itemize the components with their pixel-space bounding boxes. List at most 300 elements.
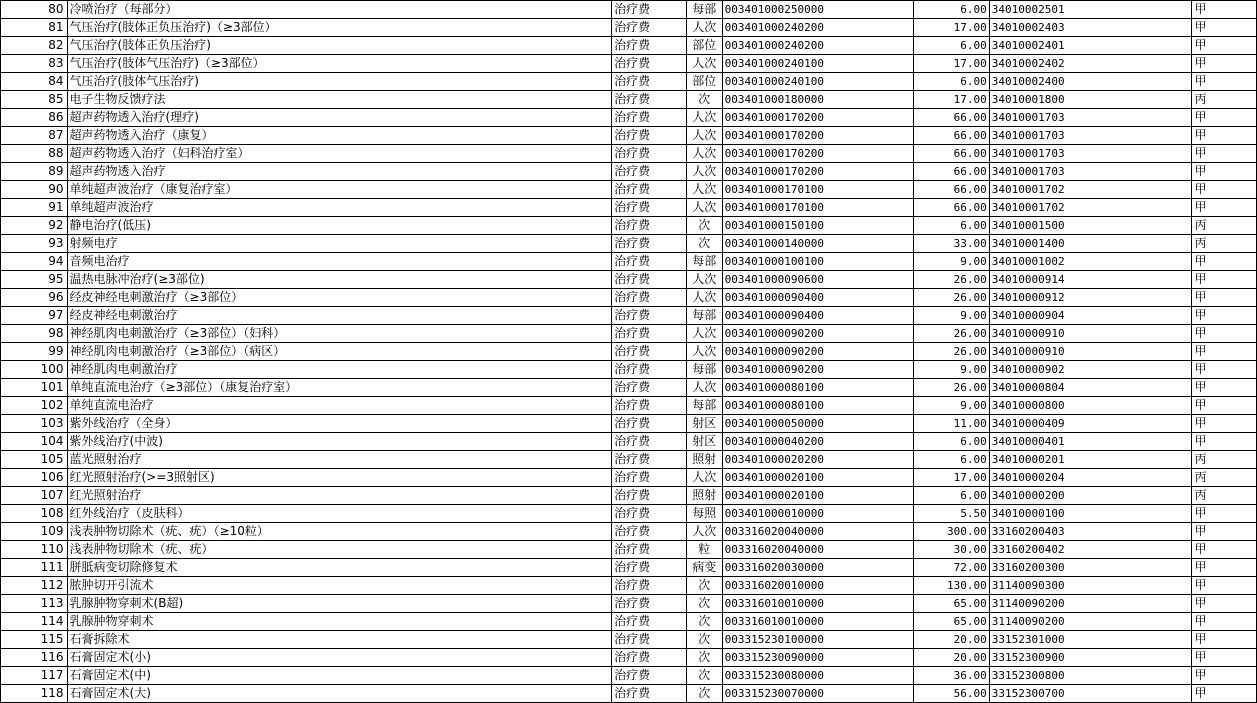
fee-category-cell[interactable]: 治疗费 [612,379,687,397]
national-code-cell[interactable]: 31140090200 [989,595,1192,613]
fee-category-cell[interactable]: 治疗费 [612,73,687,91]
item-name-cell[interactable]: 胼胝病变切除修复术 [67,559,612,577]
unit-cell[interactable]: 人次 [686,19,722,37]
item-name-cell[interactable]: 单纯直流电治疗（≥3部位）（康复治疗室） [67,379,612,397]
fee-category-cell[interactable]: 治疗费 [612,271,687,289]
row-number-cell[interactable]: 97 [1,307,68,325]
national-code-cell[interactable]: 31140090200 [989,613,1192,631]
item-name-cell[interactable]: 单纯直流电治疗 [67,397,612,415]
item-name-cell[interactable]: 神经肌肉电刺激治疗（≥3部位）（病区） [67,343,612,361]
item-name-cell[interactable]: 气压治疗(肢体正负压治疗)（≥3部位） [67,19,612,37]
insurance-class-cell[interactable]: 甲 [1192,631,1257,649]
national-code-cell[interactable]: 34010000200 [989,487,1192,505]
insurance-class-cell[interactable]: 甲 [1192,577,1257,595]
insurance-class-cell[interactable]: 甲 [1192,541,1257,559]
row-number-cell[interactable]: 86 [1,109,68,127]
unit-cell[interactable]: 次 [686,577,722,595]
item-code-cell[interactable]: 003401000170200 [722,127,913,145]
unit-cell[interactable]: 人次 [686,523,722,541]
national-code-cell[interactable]: 31140090300 [989,577,1192,595]
insurance-class-cell[interactable]: 甲 [1192,595,1257,613]
item-code-cell[interactable]: 003401000170200 [722,109,913,127]
price-cell[interactable]: 9.00 [914,361,990,379]
fee-category-cell[interactable]: 治疗费 [612,469,687,487]
price-cell[interactable]: 56.00 [914,685,990,703]
price-cell[interactable]: 20.00 [914,649,990,667]
row-number-cell[interactable]: 113 [1,595,68,613]
unit-cell[interactable]: 每部 [686,253,722,271]
insurance-class-cell[interactable]: 甲 [1192,109,1257,127]
item-code-cell[interactable]: 003401000170200 [722,163,913,181]
item-name-cell[interactable]: 超声药物透入治疗 [67,163,612,181]
price-cell[interactable]: 33.00 [914,235,990,253]
insurance-class-cell[interactable]: 丙 [1192,469,1257,487]
unit-cell[interactable]: 人次 [686,181,722,199]
fee-category-cell[interactable]: 治疗费 [612,361,687,379]
unit-cell[interactable]: 人次 [686,145,722,163]
insurance-class-cell[interactable]: 甲 [1192,505,1257,523]
unit-cell[interactable]: 次 [686,217,722,235]
row-number-cell[interactable]: 114 [1,613,68,631]
insurance-class-cell[interactable]: 甲 [1192,343,1257,361]
price-cell[interactable]: 300.00 [914,523,990,541]
row-number-cell[interactable]: 83 [1,55,68,73]
item-code-cell[interactable]: 003315230070000 [722,685,913,703]
item-name-cell[interactable]: 气压治疗(肢体气压治疗)（≥3部位） [67,55,612,73]
item-code-cell[interactable]: 003401000090400 [722,289,913,307]
national-code-cell[interactable]: 34010000912 [989,289,1192,307]
price-cell[interactable]: 9.00 [914,397,990,415]
fee-category-cell[interactable]: 治疗费 [612,523,687,541]
fee-category-cell[interactable]: 治疗费 [612,217,687,235]
insurance-class-cell[interactable]: 甲 [1192,55,1257,73]
row-number-cell[interactable]: 95 [1,271,68,289]
price-cell[interactable]: 9.00 [914,307,990,325]
item-name-cell[interactable]: 静电治疗(低压) [67,217,612,235]
fee-category-cell[interactable]: 治疗费 [612,325,687,343]
national-code-cell[interactable]: 34010001400 [989,235,1192,253]
row-number-cell[interactable]: 81 [1,19,68,37]
fee-category-cell[interactable]: 治疗费 [612,19,687,37]
national-code-cell[interactable]: 34010000201 [989,451,1192,469]
item-code-cell[interactable]: 003401000240100 [722,73,913,91]
national-code-cell[interactable]: 34010001703 [989,109,1192,127]
item-code-cell[interactable]: 003316010010000 [722,595,913,613]
item-name-cell[interactable]: 石膏拆除术 [67,631,612,649]
row-number-cell[interactable]: 92 [1,217,68,235]
insurance-class-cell[interactable]: 甲 [1192,523,1257,541]
insurance-class-cell[interactable]: 甲 [1192,559,1257,577]
fee-category-cell[interactable]: 治疗费 [612,91,687,109]
item-name-cell[interactable]: 超声药物透入治疗（妇科治疗室） [67,145,612,163]
item-name-cell[interactable]: 浅表肿物切除术（疣、疣）（≥10粒） [67,523,612,541]
national-code-cell[interactable]: 34010001702 [989,181,1192,199]
item-code-cell[interactable]: 003401000020100 [722,469,913,487]
unit-cell[interactable]: 人次 [686,127,722,145]
national-code-cell[interactable]: 34010002400 [989,73,1192,91]
fee-category-cell[interactable]: 治疗费 [612,397,687,415]
unit-cell[interactable]: 次 [686,235,722,253]
item-code-cell[interactable]: 003316010010000 [722,613,913,631]
fee-category-cell[interactable]: 治疗费 [612,631,687,649]
insurance-class-cell[interactable]: 甲 [1192,271,1257,289]
insurance-class-cell[interactable]: 甲 [1192,667,1257,685]
price-cell[interactable]: 17.00 [914,469,990,487]
price-cell[interactable]: 66.00 [914,199,990,217]
row-number-cell[interactable]: 80 [1,1,68,19]
fee-category-cell[interactable]: 治疗费 [612,613,687,631]
unit-cell[interactable]: 次 [686,613,722,631]
row-number-cell[interactable]: 85 [1,91,68,109]
item-code-cell[interactable]: 003401000250000 [722,1,913,19]
row-number-cell[interactable]: 110 [1,541,68,559]
row-number-cell[interactable]: 87 [1,127,68,145]
item-name-cell[interactable]: 单纯超声波治疗（康复治疗室） [67,181,612,199]
insurance-class-cell[interactable]: 甲 [1192,73,1257,91]
item-name-cell[interactable]: 温热电脉冲治疗(≥3部位) [67,271,612,289]
row-number-cell[interactable]: 88 [1,145,68,163]
fee-category-cell[interactable]: 治疗费 [612,667,687,685]
national-code-cell[interactable]: 34010001703 [989,127,1192,145]
row-number-cell[interactable]: 90 [1,181,68,199]
price-cell[interactable]: 6.00 [914,1,990,19]
row-number-cell[interactable]: 106 [1,469,68,487]
item-code-cell[interactable]: 003401000240200 [722,19,913,37]
insurance-class-cell[interactable]: 甲 [1192,289,1257,307]
unit-cell[interactable]: 次 [686,595,722,613]
national-code-cell[interactable]: 34010002401 [989,37,1192,55]
row-number-cell[interactable]: 93 [1,235,68,253]
item-code-cell[interactable]: 003401000080100 [722,397,913,415]
fee-category-cell[interactable]: 治疗费 [612,541,687,559]
fee-category-cell[interactable]: 治疗费 [612,649,687,667]
insurance-class-cell[interactable]: 甲 [1192,685,1257,703]
price-cell[interactable]: 65.00 [914,595,990,613]
price-cell[interactable]: 6.00 [914,37,990,55]
row-number-cell[interactable]: 108 [1,505,68,523]
fee-category-cell[interactable]: 治疗费 [612,181,687,199]
item-code-cell[interactable]: 003401000090400 [722,307,913,325]
item-code-cell[interactable]: 003401000180000 [722,91,913,109]
item-name-cell[interactable]: 红光照射治疗(>=3照射区) [67,469,612,487]
national-code-cell[interactable]: 33160200300 [989,559,1192,577]
row-number-cell[interactable]: 116 [1,649,68,667]
insurance-class-cell[interactable]: 甲 [1192,433,1257,451]
unit-cell[interactable]: 次 [686,649,722,667]
national-code-cell[interactable]: 34010000409 [989,415,1192,433]
price-cell[interactable]: 11.00 [914,415,990,433]
item-code-cell[interactable]: 003401000080100 [722,379,913,397]
national-code-cell[interactable]: 33152300800 [989,667,1192,685]
item-code-cell[interactable]: 003401000040200 [722,433,913,451]
price-cell[interactable]: 130.00 [914,577,990,595]
unit-cell[interactable]: 射区 [686,415,722,433]
price-cell[interactable]: 6.00 [914,433,990,451]
unit-cell[interactable]: 病变 [686,559,722,577]
national-code-cell[interactable]: 34010001500 [989,217,1192,235]
row-number-cell[interactable]: 96 [1,289,68,307]
insurance-class-cell[interactable]: 甲 [1192,181,1257,199]
fee-category-cell[interactable]: 治疗费 [612,199,687,217]
price-cell[interactable]: 17.00 [914,55,990,73]
fee-category-cell[interactable]: 治疗费 [612,595,687,613]
item-name-cell[interactable]: 冷喷治疗（每部分） [67,1,612,19]
item-code-cell[interactable]: 003316020040000 [722,523,913,541]
insurance-class-cell[interactable]: 甲 [1192,379,1257,397]
unit-cell[interactable]: 人次 [686,271,722,289]
unit-cell[interactable]: 次 [686,91,722,109]
row-number-cell[interactable]: 91 [1,199,68,217]
fee-category-cell[interactable]: 治疗费 [612,487,687,505]
item-name-cell[interactable]: 蓝光照射治疗 [67,451,612,469]
row-number-cell[interactable]: 84 [1,73,68,91]
item-name-cell[interactable]: 经皮神经电刺激治疗（≥3部位） [67,289,612,307]
row-number-cell[interactable]: 112 [1,577,68,595]
row-number-cell[interactable]: 118 [1,685,68,703]
national-code-cell[interactable]: 34010002501 [989,1,1192,19]
insurance-class-cell[interactable]: 甲 [1192,253,1257,271]
unit-cell[interactable]: 照射 [686,487,722,505]
row-number-cell[interactable]: 103 [1,415,68,433]
item-name-cell[interactable]: 乳腺肿物穿刺术 [67,613,612,631]
item-code-cell[interactable]: 003401000140000 [722,235,913,253]
price-cell[interactable]: 72.00 [914,559,990,577]
item-code-cell[interactable]: 003401000170100 [722,199,913,217]
fee-category-cell[interactable]: 治疗费 [612,577,687,595]
national-code-cell[interactable]: 34010001703 [989,145,1192,163]
item-name-cell[interactable]: 红外线治疗（皮肤科） [67,505,612,523]
unit-cell[interactable]: 人次 [686,199,722,217]
row-number-cell[interactable]: 105 [1,451,68,469]
item-code-cell[interactable]: 003401000150100 [722,217,913,235]
unit-cell[interactable]: 每部 [686,1,722,19]
unit-cell[interactable]: 每部 [686,397,722,415]
national-code-cell[interactable]: 34010000910 [989,343,1192,361]
unit-cell[interactable]: 人次 [686,289,722,307]
item-name-cell[interactable]: 紫外线治疗（全身） [67,415,612,433]
unit-cell[interactable]: 粒 [686,541,722,559]
unit-cell[interactable]: 次 [686,685,722,703]
insurance-class-cell[interactable]: 甲 [1192,415,1257,433]
insurance-class-cell[interactable]: 丙 [1192,217,1257,235]
item-name-cell[interactable]: 紫外线治疗(中波) [67,433,612,451]
item-code-cell[interactable]: 003401000010000 [722,505,913,523]
unit-cell[interactable]: 每照 [686,505,722,523]
unit-cell[interactable]: 人次 [686,379,722,397]
national-code-cell[interactable]: 34010000914 [989,271,1192,289]
insurance-class-cell[interactable]: 丙 [1192,235,1257,253]
unit-cell[interactable]: 人次 [686,325,722,343]
unit-cell[interactable]: 人次 [686,55,722,73]
row-number-cell[interactable]: 104 [1,433,68,451]
national-code-cell[interactable]: 34010002402 [989,55,1192,73]
row-number-cell[interactable]: 107 [1,487,68,505]
fee-category-cell[interactable]: 治疗费 [612,163,687,181]
item-code-cell[interactable]: 003401000170100 [722,181,913,199]
item-name-cell[interactable]: 脓肿切开引流术 [67,577,612,595]
insurance-class-cell[interactable]: 甲 [1192,307,1257,325]
national-code-cell[interactable]: 34010001800 [989,91,1192,109]
item-code-cell[interactable]: 003401000020200 [722,451,913,469]
price-cell[interactable]: 6.00 [914,487,990,505]
item-name-cell[interactable]: 气压治疗(肢体正负压治疗) [67,37,612,55]
fee-category-cell[interactable]: 治疗费 [612,55,687,73]
unit-cell[interactable]: 部位 [686,37,722,55]
fee-category-cell[interactable]: 治疗费 [612,343,687,361]
unit-cell[interactable]: 人次 [686,163,722,181]
fee-category-cell[interactable]: 治疗费 [612,145,687,163]
national-code-cell[interactable]: 34010000910 [989,325,1192,343]
item-code-cell[interactable]: 003401000100100 [722,253,913,271]
item-code-cell[interactable]: 003315230090000 [722,649,913,667]
fee-category-cell[interactable]: 治疗费 [612,1,687,19]
insurance-class-cell[interactable]: 甲 [1192,127,1257,145]
unit-cell[interactable]: 人次 [686,469,722,487]
national-code-cell[interactable]: 34010000904 [989,307,1192,325]
item-code-cell[interactable]: 003401000170200 [722,145,913,163]
insurance-class-cell[interactable]: 甲 [1192,19,1257,37]
national-code-cell[interactable]: 34010000100 [989,505,1192,523]
row-number-cell[interactable]: 100 [1,361,68,379]
fee-category-cell[interactable]: 治疗费 [612,37,687,55]
unit-cell[interactable]: 次 [686,631,722,649]
item-name-cell[interactable]: 气压治疗(肢体气压治疗) [67,73,612,91]
item-name-cell[interactable]: 超声药物透入治疗（康复） [67,127,612,145]
row-number-cell[interactable]: 101 [1,379,68,397]
item-code-cell[interactable]: 003401000090200 [722,325,913,343]
price-cell[interactable]: 26.00 [914,289,990,307]
item-code-cell[interactable]: 003401000240100 [722,55,913,73]
price-cell[interactable]: 26.00 [914,379,990,397]
price-cell[interactable]: 66.00 [914,145,990,163]
item-name-cell[interactable]: 神经肌肉电刺激治疗 [67,361,612,379]
item-name-cell[interactable]: 浅表肿物切除术（疣、疣） [67,541,612,559]
fee-category-cell[interactable]: 治疗费 [612,307,687,325]
fee-category-cell[interactable]: 治疗费 [612,451,687,469]
insurance-class-cell[interactable]: 甲 [1192,613,1257,631]
national-code-cell[interactable]: 33152300900 [989,649,1192,667]
price-cell[interactable]: 20.00 [914,631,990,649]
item-code-cell[interactable]: 003316020030000 [722,559,913,577]
national-code-cell[interactable]: 34010002403 [989,19,1192,37]
insurance-class-cell[interactable]: 甲 [1192,397,1257,415]
unit-cell[interactable]: 人次 [686,109,722,127]
item-code-cell[interactable]: 003401000090600 [722,271,913,289]
fee-category-cell[interactable]: 治疗费 [612,505,687,523]
item-name-cell[interactable]: 经皮神经电刺激治疗 [67,307,612,325]
price-cell[interactable]: 66.00 [914,163,990,181]
price-cell[interactable]: 26.00 [914,325,990,343]
item-code-cell[interactable]: 003316020010000 [722,577,913,595]
price-cell[interactable]: 66.00 [914,127,990,145]
price-cell[interactable]: 66.00 [914,109,990,127]
insurance-class-cell[interactable]: 甲 [1192,1,1257,19]
price-cell[interactable]: 17.00 [914,91,990,109]
fee-category-cell[interactable]: 治疗费 [612,685,687,703]
item-code-cell[interactable]: 003401000090200 [722,361,913,379]
price-cell[interactable]: 26.00 [914,271,990,289]
fee-category-cell[interactable]: 治疗费 [612,253,687,271]
item-name-cell[interactable]: 石膏固定术(大) [67,685,612,703]
insurance-class-cell[interactable]: 甲 [1192,361,1257,379]
fee-category-cell[interactable]: 治疗费 [612,235,687,253]
fee-category-cell[interactable]: 治疗费 [612,109,687,127]
national-code-cell[interactable]: 34010001002 [989,253,1192,271]
national-code-cell[interactable]: 33160200402 [989,541,1192,559]
fee-category-cell[interactable]: 治疗费 [612,289,687,307]
unit-cell[interactable]: 射区 [686,433,722,451]
row-number-cell[interactable]: 98 [1,325,68,343]
fee-category-cell[interactable]: 治疗费 [612,433,687,451]
insurance-class-cell[interactable]: 丙 [1192,487,1257,505]
national-code-cell[interactable]: 34010000401 [989,433,1192,451]
national-code-cell[interactable]: 34010000204 [989,469,1192,487]
unit-cell[interactable]: 每部 [686,361,722,379]
insurance-class-cell[interactable]: 丙 [1192,91,1257,109]
item-name-cell[interactable]: 神经肌肉电刺激治疗（≥3部位）（妇科） [67,325,612,343]
item-code-cell[interactable]: 003401000240200 [722,37,913,55]
item-name-cell[interactable]: 射频电疗 [67,235,612,253]
row-number-cell[interactable]: 109 [1,523,68,541]
price-cell[interactable]: 6.00 [914,451,990,469]
insurance-class-cell[interactable]: 甲 [1192,325,1257,343]
national-code-cell[interactable]: 34010000902 [989,361,1192,379]
item-code-cell[interactable]: 003316020040000 [722,541,913,559]
national-code-cell[interactable]: 33152301000 [989,631,1192,649]
item-name-cell[interactable]: 单纯超声波治疗 [67,199,612,217]
item-name-cell[interactable]: 红光照射治疗 [67,487,612,505]
national-code-cell[interactable]: 33160200403 [989,523,1192,541]
price-cell[interactable]: 30.00 [914,541,990,559]
row-number-cell[interactable]: 102 [1,397,68,415]
row-number-cell[interactable]: 82 [1,37,68,55]
row-number-cell[interactable]: 115 [1,631,68,649]
insurance-class-cell[interactable]: 甲 [1192,649,1257,667]
price-cell[interactable]: 65.00 [914,613,990,631]
national-code-cell[interactable]: 34010000800 [989,397,1192,415]
fee-category-cell[interactable]: 治疗费 [612,127,687,145]
price-cell[interactable]: 6.00 [914,217,990,235]
national-code-cell[interactable]: 34010001703 [989,163,1192,181]
item-code-cell[interactable]: 003401000020100 [722,487,913,505]
price-cell[interactable]: 66.00 [914,181,990,199]
insurance-class-cell[interactable]: 甲 [1192,37,1257,55]
row-number-cell[interactable]: 111 [1,559,68,577]
unit-cell[interactable]: 次 [686,667,722,685]
national-code-cell[interactable]: 34010000804 [989,379,1192,397]
row-number-cell[interactable]: 99 [1,343,68,361]
national-code-cell[interactable]: 33152300700 [989,685,1192,703]
row-number-cell[interactable]: 94 [1,253,68,271]
item-name-cell[interactable]: 石膏固定术(中) [67,667,612,685]
price-cell[interactable]: 9.00 [914,253,990,271]
insurance-class-cell[interactable]: 甲 [1192,145,1257,163]
price-cell[interactable]: 26.00 [914,343,990,361]
item-name-cell[interactable]: 音频电治疗 [67,253,612,271]
item-name-cell[interactable]: 石膏固定术(小) [67,649,612,667]
unit-cell[interactable]: 照射 [686,451,722,469]
item-code-cell[interactable]: 003315230080000 [722,667,913,685]
insurance-class-cell[interactable]: 丙 [1192,451,1257,469]
price-cell[interactable]: 6.00 [914,73,990,91]
unit-cell[interactable]: 人次 [686,343,722,361]
fee-category-cell[interactable]: 治疗费 [612,559,687,577]
item-code-cell[interactable]: 003315230100000 [722,631,913,649]
insurance-class-cell[interactable]: 甲 [1192,163,1257,181]
item-code-cell[interactable]: 003401000050000 [722,415,913,433]
item-code-cell[interactable]: 003401000090200 [722,343,913,361]
insurance-class-cell[interactable]: 甲 [1192,199,1257,217]
